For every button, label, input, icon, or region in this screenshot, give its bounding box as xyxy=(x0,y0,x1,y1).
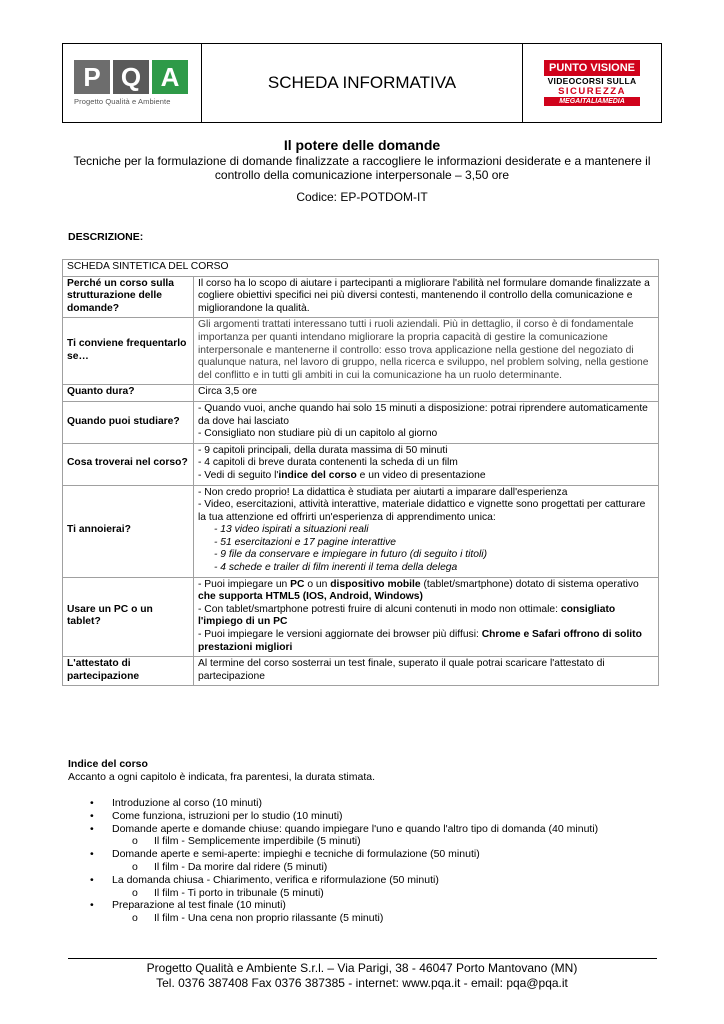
course-subtitle: Tecniche per la formulazione di domande finalizzate a raccogliere le informazioni desiderate e a mantenere il controllo della comunicazione interpersonale – 3,50 ore xyxy=(73,154,651,182)
list-subitem xyxy=(68,861,598,874)
row-text: o un xyxy=(304,578,331,590)
bullet-icon: • xyxy=(90,848,94,861)
document-footer xyxy=(0,961,724,991)
circle-bullet-icon: o xyxy=(132,886,138,899)
row-value: Al termine del corso sosterrai un test finale, superato il quale potrai scaricare l'attestato di partecipazione xyxy=(194,657,659,686)
table-row xyxy=(63,657,659,686)
punto-visione-logo-line2: VIDEOCORSI SULLA xyxy=(547,76,637,86)
page-title: SCHEDA INFORMATIVA xyxy=(202,44,523,122)
list-item xyxy=(68,899,598,912)
table-header: SCHEDA SINTETICA DEL CORSO xyxy=(63,260,659,277)
list-item-text: Domande aperte e semi-aperte: impieghi e tecniche di formulazione (50 minuti) xyxy=(112,848,480,861)
list-item-text: Come funziona, istruzioni per lo studio (10 minuti) xyxy=(112,809,343,822)
row-value: Gli argomenti trattati interessano tutti i ruoli aziendali. Più in dettaglio, il corso è di fondamentale importanza per quanti intendano migliorare la propria capacità di gestire la comunicazione interpersonale e mantenerne il controllo: esso trova applicazione nella gestione del negoziato di qualunque natura, nel lavoro di gruppo, nella ricerca e sviluppo, nel problem solving, nella gestione del conflitto e in tutti gli ambiti in cui la comunicazione ha un ruolo determinante. xyxy=(194,318,659,385)
row-subitem: - 13 video ispirati a situazioni reali xyxy=(214,524,369,536)
punto-visione-logo xyxy=(544,60,640,106)
row-value xyxy=(194,485,659,577)
pqa-logo-cell xyxy=(63,44,202,122)
table-row xyxy=(63,485,659,577)
row-label: Usare un PC o un tablet? xyxy=(63,577,194,657)
row-strong: dispositivo mobile xyxy=(330,578,421,590)
list-item-text: Preparazione al test finale (10 minuti) xyxy=(112,899,286,912)
list-item xyxy=(68,823,598,836)
description-label: DESCRIZIONE: xyxy=(68,231,144,243)
row-line: - Quando vuoi, anche quando hai solo 15 minuti a disposizione: potrai riprendere automaticamente da dove hai lasciato xyxy=(198,402,648,427)
course-code: Codice: EP-POTDOM-IT xyxy=(296,190,428,204)
punto-visione-logo-line3: SICUREZZA xyxy=(558,86,626,97)
list-item-text: Domande aperte e domande chiuse: quando impiegare l'uno e quando l'altro tipo di domanda (40 minuti) xyxy=(112,822,599,835)
row-strong: Chrome e Safari offrono di solito prestazioni migliori xyxy=(198,629,642,653)
row-line: - Consigliato non studiare più di un capitolo al giorno xyxy=(198,428,438,440)
list-subitem xyxy=(68,835,598,848)
row-text: - Puoi impiegare un xyxy=(198,578,291,590)
circle-bullet-icon: o xyxy=(132,912,138,925)
circle-bullet-icon: o xyxy=(132,860,138,873)
list-item xyxy=(68,848,598,861)
list-item xyxy=(68,874,598,887)
table-header-row xyxy=(63,260,659,277)
list-item-text: Introduzione al corso (10 minuti) xyxy=(112,797,262,809)
punto-visione-logo-cell xyxy=(523,44,661,122)
table-row xyxy=(63,318,659,385)
row-value: Il corso ha lo scopo di aiutare i partecipanti a migliorare l'abilità nel formulare domande finalizzate a cogliere obiettivi specifici nei più diversi contesti, mantenendo il controllo della comunicazione e migliorandone la qualità. xyxy=(194,276,659,318)
bullet-icon: • xyxy=(90,809,94,822)
bullet-icon: • xyxy=(90,873,94,886)
index-list xyxy=(68,797,598,925)
list-subitem xyxy=(68,887,598,900)
table-row xyxy=(63,577,659,657)
document-header xyxy=(62,43,662,123)
course-title: Il potere delle domande xyxy=(283,137,441,153)
row-value: Circa 3,5 ore xyxy=(194,385,659,402)
row-subitem: - 51 esercitazioni e 17 pagine interattive xyxy=(214,536,397,548)
row-text: e un video di presentazione xyxy=(356,469,486,481)
list-item-text: Il film - Da morire dal ridere (5 minuti) xyxy=(154,860,328,873)
row-strong: che supporta HTML5 (IOS, Android, Windows) xyxy=(198,591,423,603)
row-subitem: - 4 schede e trailer di film inerenti il tema della delega xyxy=(214,562,458,574)
footer-contacts: Tel. 0376 387408 Fax 0376 387385 - internet: www.pqa.it - email: pqa@pqa.it xyxy=(156,976,568,990)
list-item-text: La domanda chiusa - Chiarimento, verifica e riformulazione (50 minuti) xyxy=(112,873,439,886)
table-row xyxy=(63,385,659,402)
row-text: - Vedi di seguito l' xyxy=(198,469,279,481)
index-title: Indice del corso xyxy=(68,758,148,770)
index-reference: indice del corso xyxy=(278,469,357,481)
pqa-logo-subtitle: Progetto Qualità e Ambiente xyxy=(74,97,171,106)
list-item-text: Il film - Una cena non proprio rilassante (5 minuti) xyxy=(154,912,384,925)
course-summary-table xyxy=(62,259,659,686)
list-subitem xyxy=(68,912,598,925)
row-line xyxy=(198,470,654,483)
row-label: L'attestato di partecipazione xyxy=(63,657,194,686)
punto-visione-logo-brand: MEGAITALIAMEDIA xyxy=(544,97,640,106)
row-label: Perché un corso sulla strutturazione delle domande? xyxy=(63,276,194,318)
row-line xyxy=(198,629,654,654)
row-label: Ti conviene frequentarlo se… xyxy=(63,318,194,385)
circle-bullet-icon: o xyxy=(132,835,138,848)
row-value xyxy=(194,401,659,443)
bullet-icon: • xyxy=(90,899,94,912)
row-subitem: - 9 file da conservare e impiegare in futuro (di seguito i titoli) xyxy=(214,549,487,561)
index-note: Accanto a ogni capitolo è indicata, fra parentesi, la durata stimata. xyxy=(68,771,376,783)
table-row xyxy=(63,443,659,485)
pqa-logo-q: Q xyxy=(113,60,149,94)
row-strong: PC xyxy=(290,578,305,590)
table-row xyxy=(63,276,659,318)
row-strong: consigliato l'impiego di un PC xyxy=(198,603,616,628)
row-line: - Non credo proprio! La didattica è studiata per aiutarti a imparare dall'esperienza xyxy=(198,486,568,498)
row-line xyxy=(198,604,654,629)
bullet-icon: • xyxy=(90,797,94,809)
footer-divider xyxy=(68,958,657,959)
row-text: - Puoi impiegare le versioni aggiornate dei browser più diffusi: xyxy=(198,629,482,641)
list-item-text: Il film - Semplicemente imperdibile (5 minuti) xyxy=(154,835,361,848)
row-value xyxy=(194,577,659,657)
row-line: - 9 capitoli principali, della durata massima di 50 minuti xyxy=(198,444,448,456)
row-text: - Con tablet/smartphone potresti fruire di alcuni contenuti in modo non ottimale: xyxy=(198,603,561,615)
bullet-icon: • xyxy=(90,822,94,835)
punto-visione-logo-name: PUNTO VISIONE xyxy=(544,60,640,76)
row-label: Quando puoi studiare? xyxy=(63,401,194,443)
row-label: Cosa troverai nel corso? xyxy=(63,443,194,485)
table-row xyxy=(63,401,659,443)
pqa-logo-a: A xyxy=(152,60,188,94)
row-label: Quanto dura? xyxy=(63,385,194,402)
list-item-text: Il film - Ti porto in tribunale (5 minuti) xyxy=(154,886,324,899)
row-line: - Video, esercitazioni, attività interattive, materiale didattico e vignette sono progettati per catturare la tua attenzione ed offrirti un'esperienza di apprendimento unica: xyxy=(198,499,646,523)
pqa-logo-p: P xyxy=(74,60,110,94)
list-item xyxy=(68,810,598,823)
row-line xyxy=(198,579,654,604)
list-item xyxy=(68,797,598,810)
pqa-logo xyxy=(74,60,190,106)
row-text: (tablet/smartphone) dotato di sistema operativo xyxy=(420,578,639,590)
row-line: - 4 capitoli di breve durata contenenti la scheda di un film xyxy=(198,457,458,469)
footer-address: Progetto Qualità e Ambiente S.r.l. – Via Parigi, 38 - 46047 Porto Mantovano (MN) xyxy=(146,961,578,975)
row-value xyxy=(194,443,659,485)
row-label: Ti annoierai? xyxy=(63,485,194,577)
